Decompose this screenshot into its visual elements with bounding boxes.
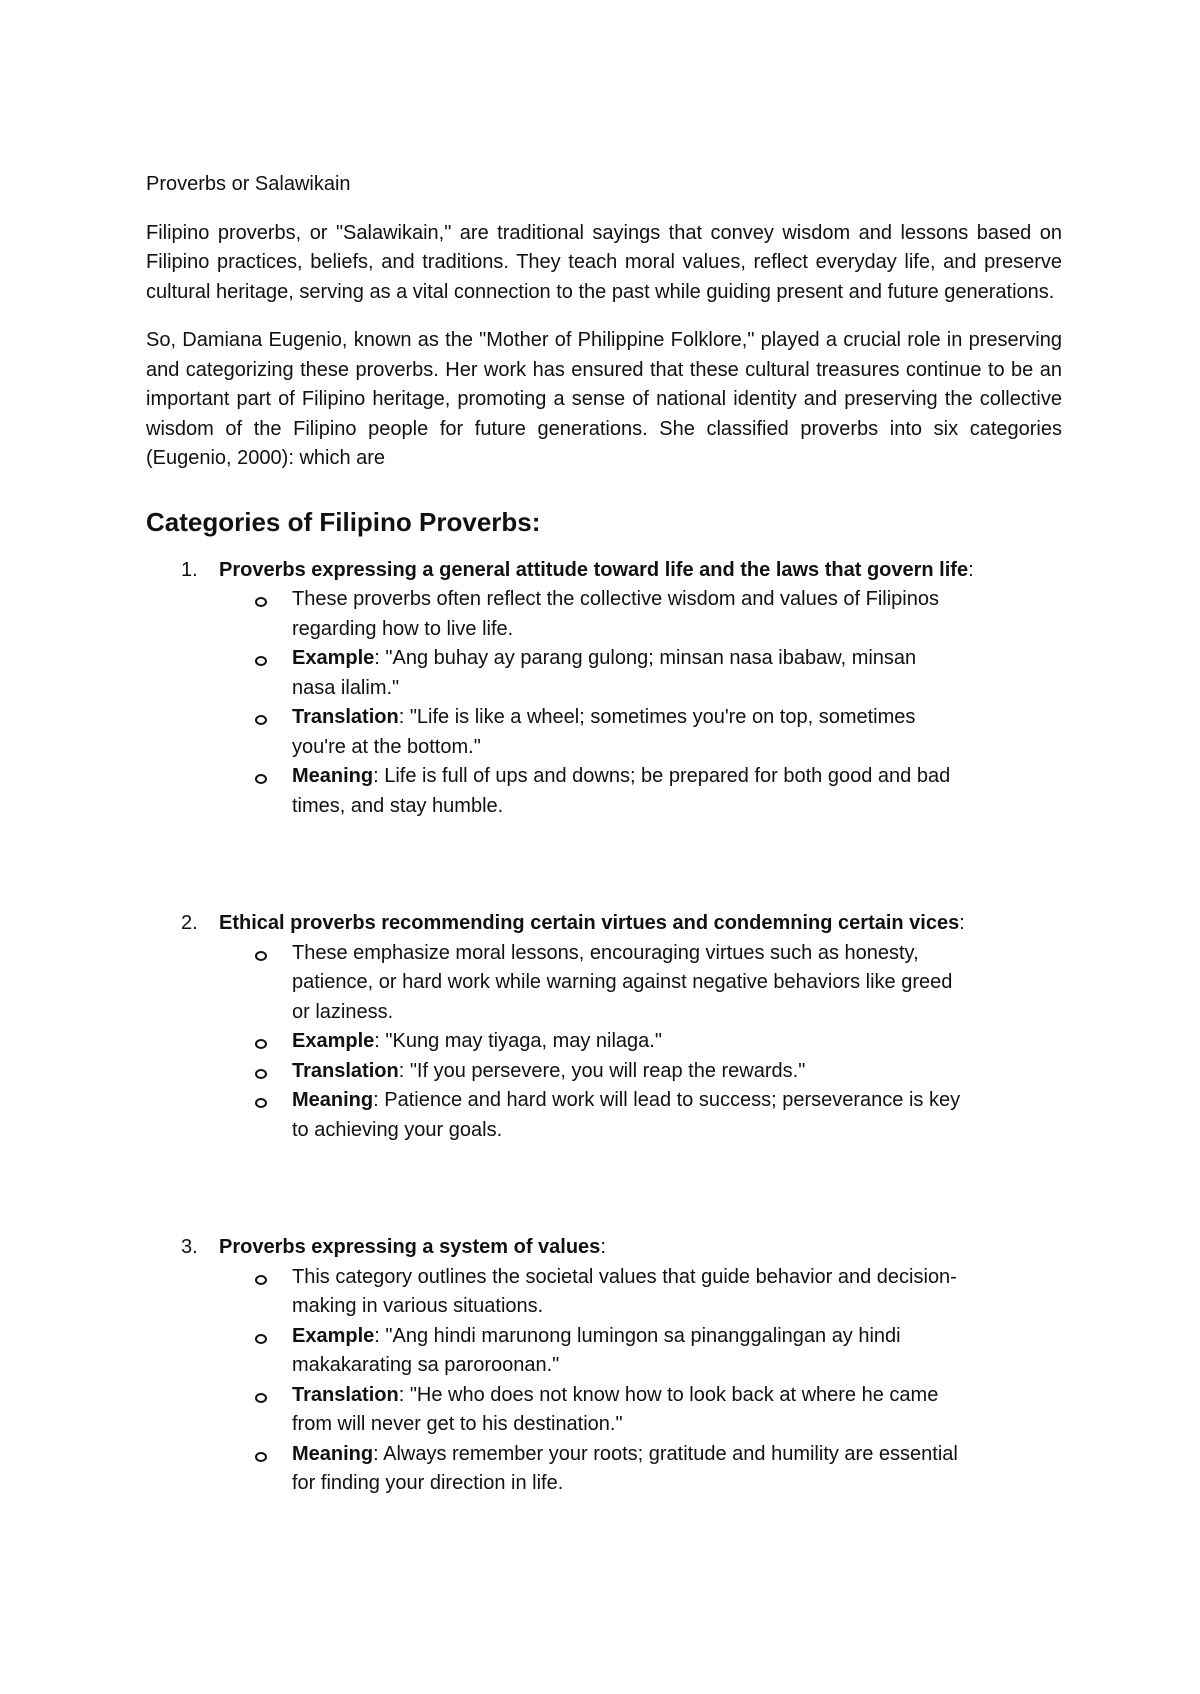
hollow-bullet-icon [255,1334,267,1344]
category-details [146,1263,1062,1499]
category-details [146,939,1062,1146]
example-label: Example [292,647,375,669]
example-item [146,1322,1062,1381]
document-title: Proverbs or Salawikain [146,173,351,195]
category-heading [146,1233,1062,1263]
hollow-bullet-icon [255,597,267,607]
translation-label: Translation [292,1383,399,1406]
example-text: : "Kung may tiyaga, may nilaga." [374,1030,662,1052]
description-item [146,939,1062,1028]
description-item [146,1263,1062,1322]
hollow-bullet-icon [255,656,267,666]
hollow-bullet-icon [255,1039,267,1049]
category-details [146,585,1062,821]
example-item [146,1027,1062,1057]
category-colon: : [600,1236,606,1258]
category-colon: : [959,912,965,934]
category-number: 1. [181,558,198,581]
hollow-bullet-icon [255,1069,267,1079]
translation-item [146,703,1062,762]
description-text: These proverbs often reflect the collective wisdom and values of Filipinos regarding how to live life. [292,588,939,640]
category-heading [146,556,1062,586]
meaning-text: : Always remember your roots; gratitude and humility are essential for finding your direction in life. [292,1442,958,1494]
hollow-bullet-icon [255,1275,267,1285]
meaning-item [146,1440,1062,1499]
hollow-bullet-icon [255,774,267,784]
meaning-item [146,762,1062,821]
spacer [146,1145,1062,1233]
hollow-bullet-icon [255,1452,267,1462]
category-item [146,556,1062,822]
translation-text: : "Life is like a wheel; sometimes you're on top, sometimes you're at the bottom." [292,706,916,758]
document-body [146,170,1062,1499]
translation-text: : "He who does not know how to look back at where he came from will never get to his destination." [292,1383,939,1435]
section-heading: Categories of Filipino Proverbs: [146,506,541,537]
category-title: Proverbs expressing a general attitude toward life and the laws that govern life [219,558,969,581]
hollow-bullet-icon [255,1393,267,1403]
category-number: 3. [181,1236,198,1258]
example-text: : "Ang buhay ay parang gulong; minsan nasa ibabaw, minsan nasa ilalim." [292,647,917,699]
translation-item [146,1381,1062,1440]
meaning-item [146,1086,1062,1145]
description-item [146,585,1062,644]
intro-paragraph: Filipino proverbs, or "Salawikain," are traditional sayings that convey wisdom and lessons based on Filipino practices, beliefs, and traditions. They teach moral values, reflect everyday life, and preserve cultural heritage, serving as a vital connection to the past while guiding present and future generations. [146,221,1062,303]
translation-label: Translation [292,706,399,728]
category-title: Proverbs expressing a system of values [219,1236,601,1258]
translation-label: Translation [292,1059,399,1082]
eugenio-paragraph: So, Damiana Eugenio, known as the "Mother of Philippine Folklore," played a crucial role in preserving and categorizing these proverbs. Her work has ensured that these cultural treasures continue to be an important part of Filipino heritage, promoting a sense of national identity and preserving the collective wisdom of the Filipino people for future generations. She classified proverbs into six categories (Eugenio, 2000): which are [146,329,1062,469]
meaning-label: Meaning [292,765,374,787]
spacer [146,821,1062,909]
meaning-label: Meaning [292,1442,374,1465]
category-number: 2. [181,912,198,934]
category-title: Ethical proverbs recommending certain virtues and condemning certain vices [219,912,960,934]
category-item [146,909,1062,1145]
category-colon: : [968,558,974,581]
meaning-text: : Patience and hard work will lead to success; perseverance is key to achieving your goals. [292,1089,961,1141]
hollow-bullet-icon [255,1098,267,1108]
description-text: These emphasize moral lessons, encouraging virtues such as honesty, patience, or hard work while warning against negative behaviors like greed or laziness. [292,941,953,1023]
example-item [146,644,1062,703]
example-text: : "Ang hindi marunong lumingon sa pinanggalingan ay hindi makakarating sa paroroonan." [292,1324,901,1376]
example-label: Example [292,1324,375,1347]
category-item [146,1233,1062,1499]
translation-item [146,1057,1062,1087]
translation-text: : "If you persevere, you will reap the rewards." [398,1059,806,1082]
meaning-text: : Life is full of ups and downs; be prepared for both good and bad times, and stay humble. [292,765,951,817]
meaning-label: Meaning [292,1089,374,1111]
description-text: This category outlines the societal values that guide behavior and decision-making in various situations. [292,1265,957,1317]
hollow-bullet-icon [255,951,267,961]
hollow-bullet-icon [255,715,267,725]
example-label: Example [292,1030,375,1052]
category-heading [146,909,1062,939]
